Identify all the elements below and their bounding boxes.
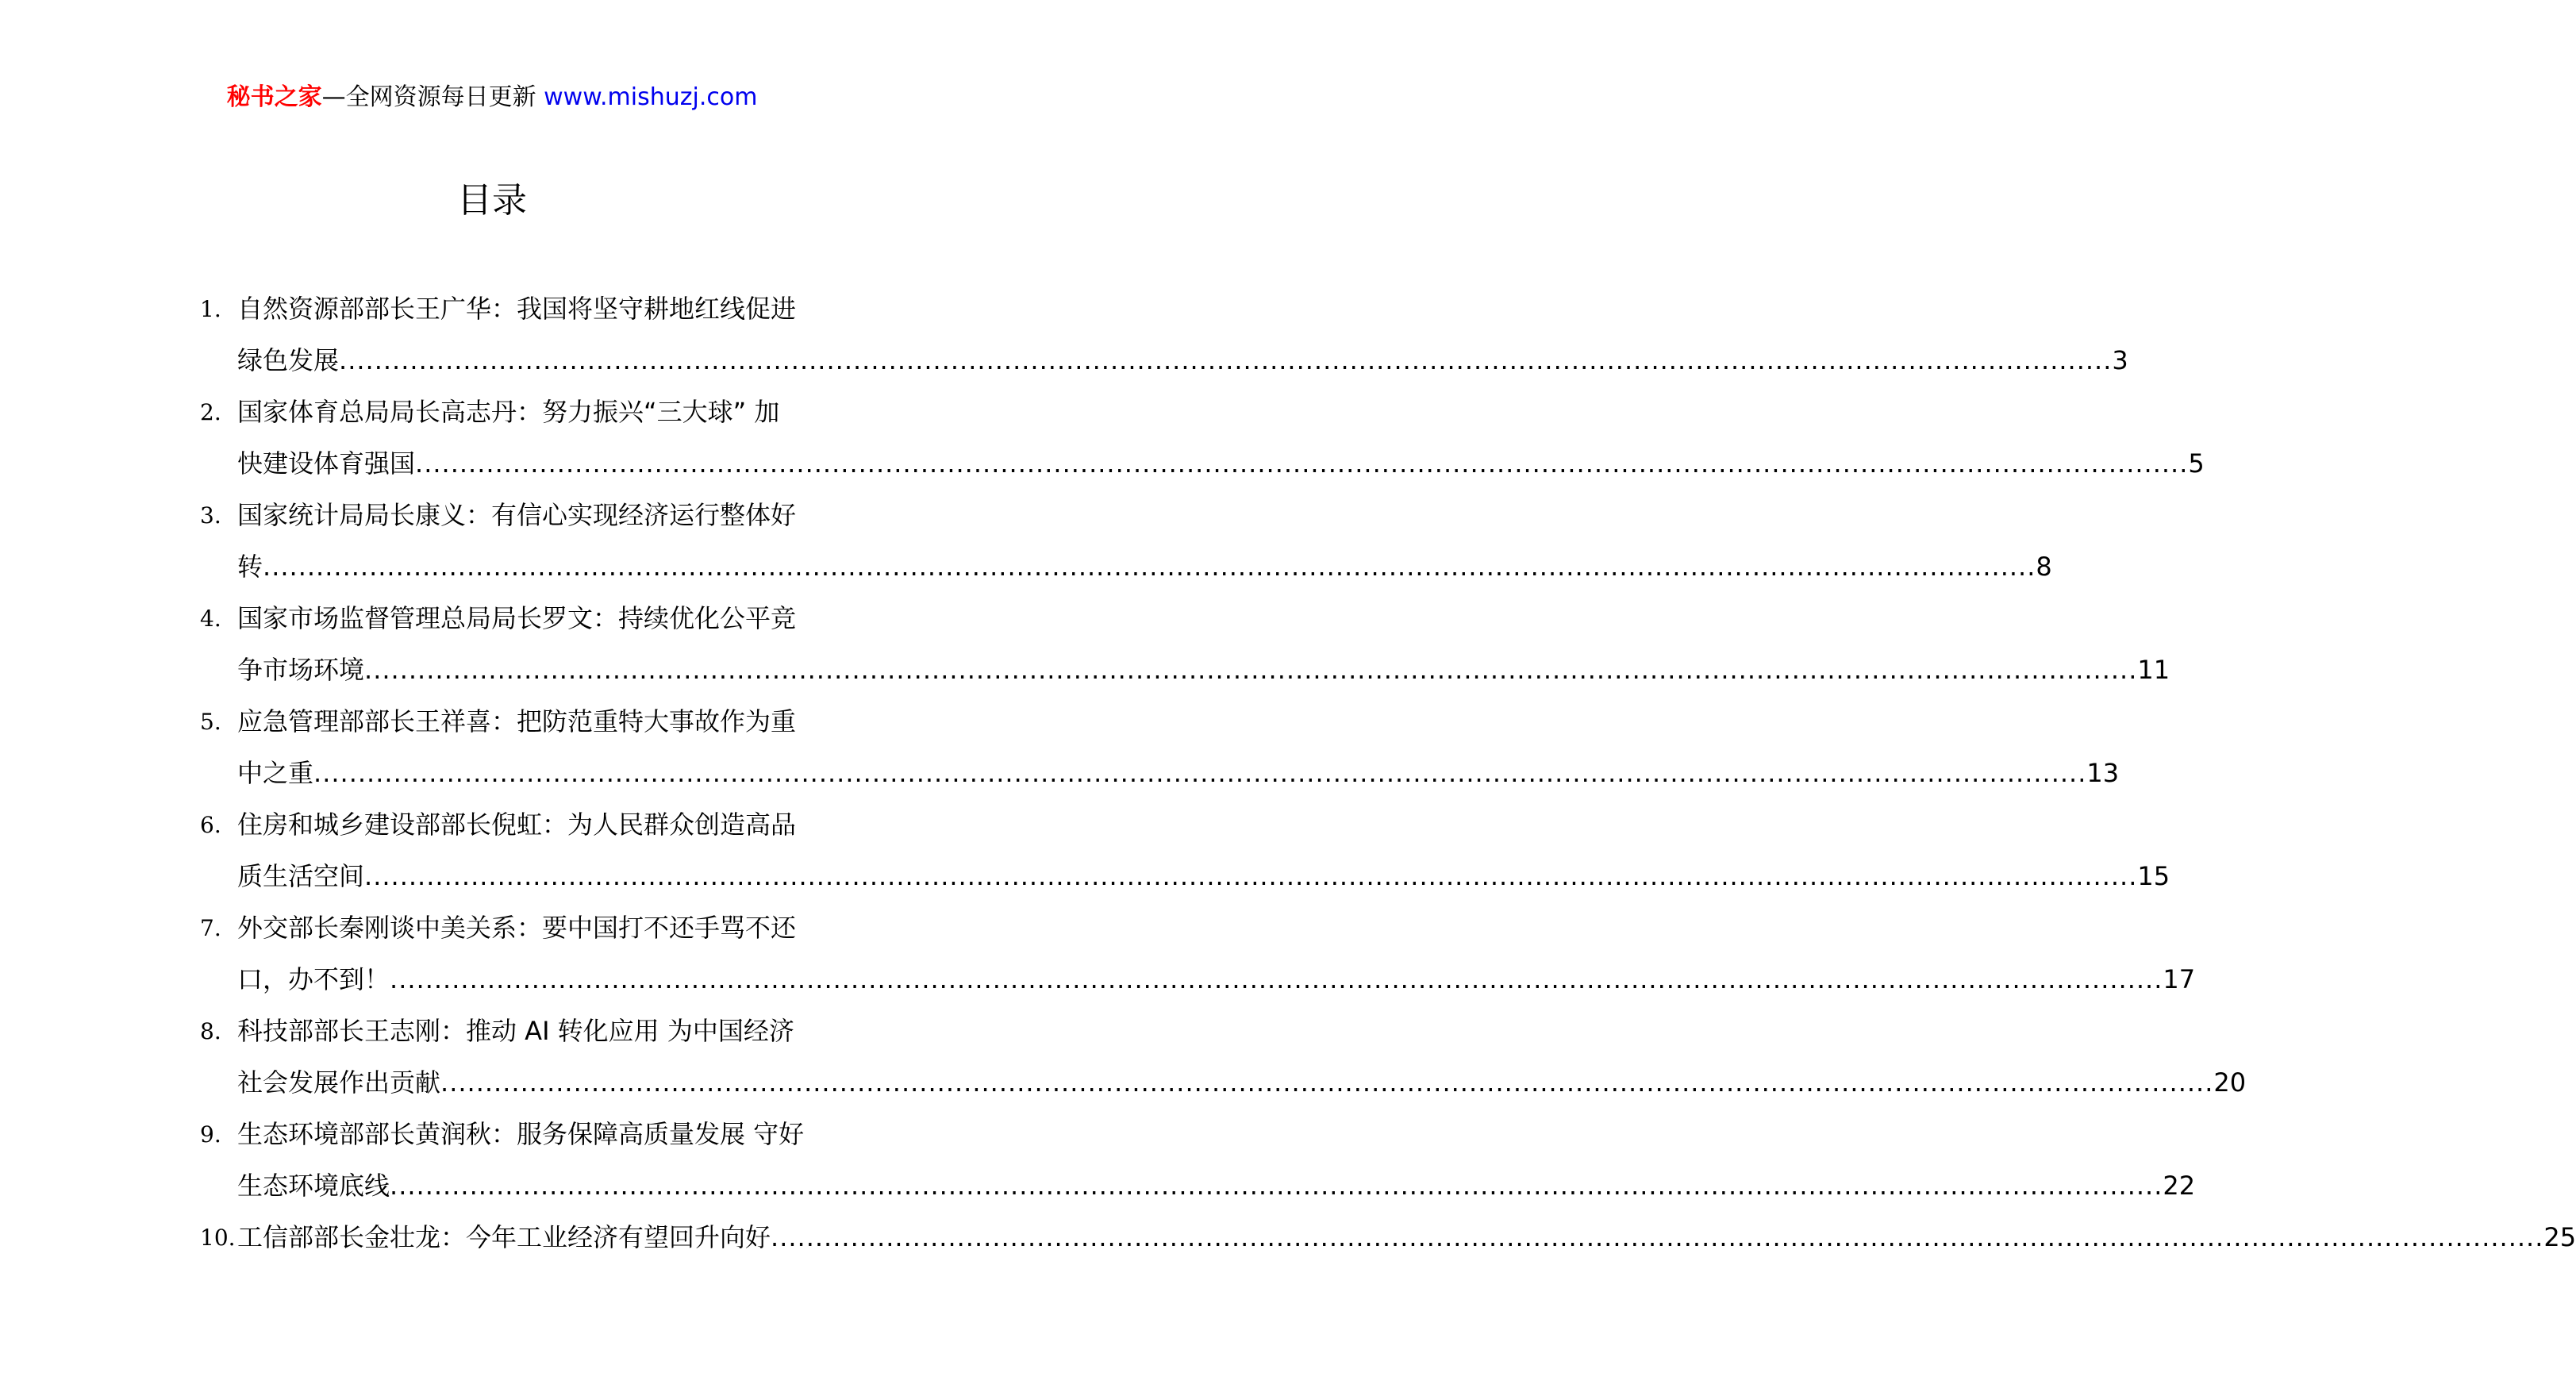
toc-entry-last-line	[237, 541, 2052, 593]
toc-entry-page-number: 5	[2188, 448, 2205, 479]
toc-entry-title-tail: 快建设体育强国	[237, 448, 416, 479]
toc-entry[interactable]	[200, 696, 2120, 799]
toc-entry-last-line	[237, 748, 2120, 799]
toc-entry-page-number: 8	[2036, 552, 2052, 582]
toc-dot-leader: ........................................................................................................................................................................................................	[364, 655, 2138, 685]
toc-entry-last-line	[237, 335, 2128, 386]
toc-entry-page-number: 11	[2137, 655, 2170, 685]
toc-entry-last-line	[237, 851, 2170, 902]
site-url-link[interactable]: www.mishuzj.com	[544, 83, 758, 111]
toc-entry-title-tail: 社会发展作出贡献	[237, 1067, 441, 1098]
toc-entry-page-number: 20	[2213, 1067, 2247, 1098]
toc-entry-title-tail: 转	[237, 552, 263, 582]
toc-entry[interactable]	[200, 1212, 2576, 1263]
toc-entry[interactable]	[200, 490, 2052, 593]
toc-entry-last-line	[237, 644, 2170, 696]
toc-entry-page-number: 25	[2543, 1222, 2576, 1252]
toc-entry-last-line	[237, 438, 2205, 490]
toc-entry-page-number: 17	[2163, 964, 2196, 994]
toc-entry-number: 2.	[200, 399, 221, 425]
toc-dot-leader: ........................................................................................................................................................................................................	[390, 1171, 2163, 1201]
toc-entry-title-line: 自然资源部部长王广华：我国将坚守耕地红线促进	[237, 294, 797, 324]
toc-entry[interactable]	[200, 1006, 2247, 1109]
toc-entry-title-line: 住房和城乡建设部部长倪虹：为人民群众创造高品	[237, 809, 797, 840]
toc-dot-leader: ........................................................................................................................................................................................................	[390, 964, 2163, 994]
toc-entry-title-line: 国家市场监督管理总局局长罗文：持续优化公平竞	[237, 603, 797, 633]
toc-entry-page-number: 13	[2086, 758, 2120, 788]
toc-entry-title-tail: 口，办不到！	[237, 964, 390, 994]
header-tagline: —全网资源每日更新	[321, 83, 536, 111]
toc-entry-last-line	[237, 1160, 2196, 1212]
toc-entry-title-line: 科技部部长王志刚：推动 AI 转化应用 为中国经济	[237, 1016, 794, 1046]
toc-dot-leader: ........................................................................................................................................................................................................	[263, 552, 2036, 582]
toc-entry-title-tail: 中之重	[237, 758, 314, 788]
toc-entry-title-line: 国家体育总局局长高志丹：努力振兴“三大球” 加	[237, 397, 780, 427]
page-title: 目录	[457, 180, 527, 221]
toc-entry-number: 8.	[200, 1018, 221, 1044]
toc-entry[interactable]	[200, 902, 2196, 1006]
toc-entry[interactable]	[200, 593, 2170, 696]
toc-entry-title-line: 国家统计局局长康义：有信心实现经济运行整体好	[237, 500, 797, 530]
toc-entry-last-line	[237, 954, 2196, 1006]
toc-dot-leader: ........................................................................................................................................................................................................	[440, 1067, 2214, 1098]
toc-entry-number: 3.	[200, 502, 221, 529]
toc-entry-page-number: 3	[2112, 345, 2128, 375]
table-of-contents	[200, 283, 2576, 1263]
toc-entry[interactable]	[200, 799, 2170, 902]
toc-dot-leader: ........................................................................................................................................................................................................	[415, 448, 2189, 479]
toc-entry-number: 4.	[200, 606, 221, 632]
toc-entry-title-tail: 绿色发展	[237, 345, 340, 375]
toc-entry[interactable]	[200, 1109, 2196, 1212]
toc-entry-title-tail: 生态环境底线	[237, 1171, 390, 1201]
toc-entry-title-tail: 工信部部长金壮龙：今年工业经济有望回升向好	[237, 1222, 771, 1252]
toc-entry[interactable]	[200, 386, 2205, 490]
toc-entry-number: 7.	[200, 915, 221, 941]
toc-entry-last-line	[237, 1057, 2247, 1109]
toc-dot-leader: ........................................................................................................................................................................................................	[771, 1222, 2544, 1252]
toc-entry-number: 1.	[200, 296, 221, 322]
toc-entry-number: 6.	[200, 812, 221, 838]
toc-entry-title-line: 生态环境部部长黄润秋：服务保障高质量发展 守好	[237, 1119, 805, 1149]
brand-name: 秘书之家	[226, 83, 322, 111]
toc-entry-title-line: 外交部长秦刚谈中美关系：要中国打不还手骂不还	[237, 913, 797, 943]
toc-entry-number: 5.	[200, 709, 221, 735]
toc-entry-page-number: 15	[2137, 861, 2170, 891]
toc-dot-leader: ........................................................................................................................................................................................................	[313, 758, 2087, 788]
toc-entry-title-line: 应急管理部部长王祥喜：把防范重特大事故作为重	[237, 706, 797, 736]
toc-entry-number: 9.	[200, 1121, 221, 1148]
toc-entry-page-number: 22	[2163, 1171, 2196, 1201]
toc-entry[interactable]	[200, 283, 2128, 386]
toc-dot-leader: ........................................................................................................................................................................................................	[364, 861, 2138, 891]
toc-entry-title-tail: 争市场环境	[237, 655, 365, 685]
toc-entry-title-tail: 质生活空间	[237, 861, 365, 891]
toc-entry-number: 10.	[200, 1225, 236, 1251]
toc-entry-last-line	[237, 1212, 2576, 1263]
toc-dot-leader: ........................................................................................................................................................................................................	[339, 345, 2113, 375]
site-header	[0, 82, 984, 113]
